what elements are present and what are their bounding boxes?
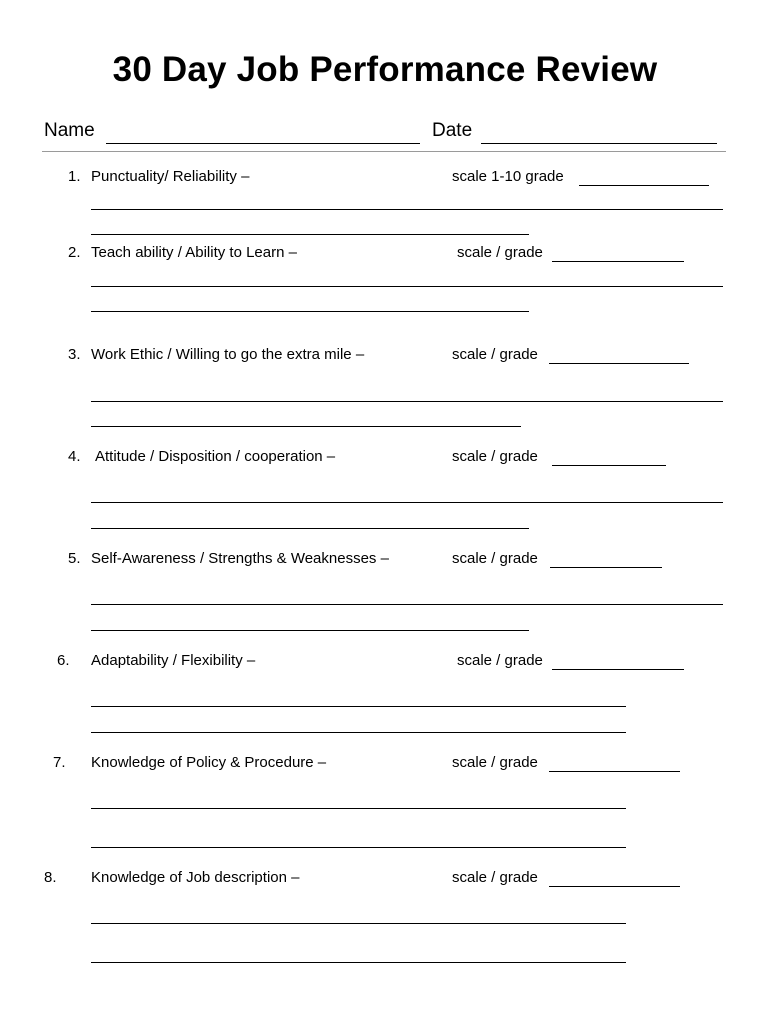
comment-line[interactable] (91, 808, 626, 809)
grade-field[interactable] (549, 363, 689, 364)
item-number: 7. (53, 754, 66, 771)
comment-line[interactable] (91, 847, 626, 848)
comment-line[interactable] (91, 286, 723, 287)
scale-grade-label: scale / grade (452, 754, 538, 771)
item-number: 2. (68, 244, 81, 261)
item-number: 3. (68, 346, 81, 363)
comment-line[interactable] (91, 528, 529, 529)
comment-line[interactable] (91, 401, 723, 402)
comment-line[interactable] (91, 962, 626, 963)
scale-grade-label: scale 1-10 grade (452, 168, 564, 185)
comment-line[interactable] (91, 630, 529, 631)
grade-field[interactable] (549, 886, 680, 887)
date-label: Date (432, 120, 473, 141)
item-label: Work Ethic / Willing to go the extra mile – (91, 346, 365, 363)
comment-line[interactable] (91, 502, 723, 503)
item-number: 5. (68, 550, 81, 567)
item-label: Knowledge of Job description – (91, 869, 300, 886)
item-label: Self-Awareness / Strengths & Weaknesses – (91, 550, 389, 567)
scale-grade-label: scale / grade (452, 448, 538, 465)
grade-field[interactable] (549, 771, 680, 772)
comment-line[interactable] (91, 234, 529, 235)
grade-field[interactable] (552, 261, 684, 262)
item-number: 6. (57, 652, 70, 669)
scale-grade-label: scale / grade (452, 869, 538, 886)
scale-grade-label: scale / grade (452, 550, 538, 567)
comment-line[interactable] (91, 604, 723, 605)
scale-grade-label: scale / grade (457, 652, 543, 669)
comment-line[interactable] (91, 311, 529, 312)
header-divider (42, 151, 726, 152)
comment-line[interactable] (91, 732, 626, 733)
grade-field[interactable] (579, 185, 709, 186)
grade-field[interactable] (550, 567, 662, 568)
scale-grade-label: scale / grade (457, 244, 543, 261)
item-number: 1. (68, 168, 81, 185)
item-number: 4. (68, 448, 81, 465)
date-field[interactable] (481, 143, 717, 144)
comment-line[interactable] (91, 706, 626, 707)
comment-line[interactable] (91, 209, 723, 210)
item-number: 8. (44, 869, 57, 886)
item-label: Teach ability / Ability to Learn – (91, 244, 297, 261)
grade-field[interactable] (552, 465, 666, 466)
item-label: Knowledge of Policy & Procedure – (91, 754, 327, 771)
comment-line[interactable] (91, 426, 521, 427)
page-title: 30 Day Job Performance Review (112, 50, 658, 89)
item-label: Attitude / Disposition / cooperation – (95, 448, 336, 465)
comment-line[interactable] (91, 923, 626, 924)
name-label: Name (44, 120, 95, 141)
item-label: Punctuality/ Reliability – (91, 168, 250, 185)
scale-grade-label: scale / grade (452, 346, 538, 363)
grade-field[interactable] (552, 669, 684, 670)
name-field[interactable] (106, 143, 420, 144)
item-label: Adaptability / Flexibility – (91, 652, 256, 669)
